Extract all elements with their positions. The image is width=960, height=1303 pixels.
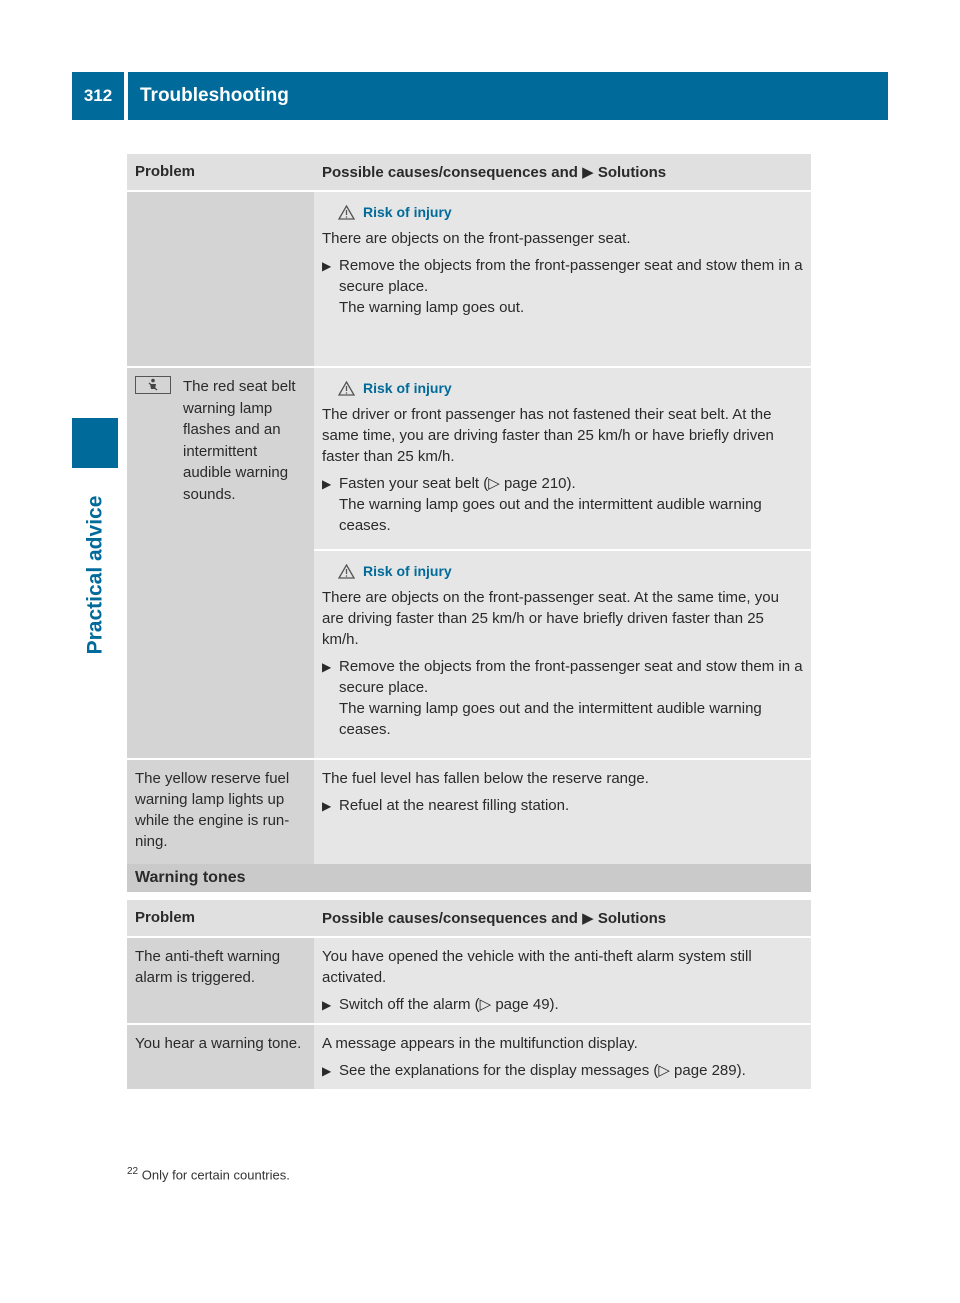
table-row xyxy=(127,760,811,866)
table-row xyxy=(127,938,811,1025)
header-solutions: Possible causes/consequences and ▶ Solutions xyxy=(314,900,811,936)
warning-label: Risk of injury xyxy=(363,204,452,220)
solution-step xyxy=(322,795,803,817)
side-tab-label: Practical advice xyxy=(83,495,106,655)
step-text: Switch off the alarm (▷ page 49). xyxy=(339,996,559,1013)
step-arrow-icon: ▶ xyxy=(322,998,332,1012)
section-heading: Warning tones xyxy=(127,864,811,892)
solution-step xyxy=(322,656,803,740)
solution-cell xyxy=(314,192,811,366)
cause-text: A message appears in the multifunction display. xyxy=(322,1035,638,1052)
problem-text: The anti-theft warning alarm is triggered. xyxy=(135,948,281,986)
table-row xyxy=(127,1025,811,1089)
warning-label: Risk of injury xyxy=(363,563,452,579)
solution-cell xyxy=(314,1025,811,1089)
header-problem: Problem xyxy=(127,900,314,936)
solution-step xyxy=(322,994,803,1016)
cause-text: There are objects on the front-passenger seat. xyxy=(322,230,631,247)
step-arrow-icon: ▶ xyxy=(322,477,332,491)
warning-label: Risk of injury xyxy=(363,380,452,396)
solution-cell xyxy=(314,938,811,1023)
warning-heading xyxy=(338,204,803,220)
step-text: Fasten your seat belt (▷ page 210). xyxy=(339,475,576,492)
solution-cell xyxy=(314,760,811,866)
problem-cell xyxy=(127,192,314,366)
problem-text: You hear a warning tone. xyxy=(135,1035,302,1052)
step-result: The warning lamp goes out and the intermittent audible warning ceases. xyxy=(339,700,762,738)
header-problem: Problem xyxy=(127,154,314,190)
problem-cell xyxy=(127,368,314,758)
side-tab-marker xyxy=(72,418,118,468)
step-text: See the explanations for the display messages (▷ page 289). xyxy=(339,1062,746,1079)
step-arrow-icon: ▶ xyxy=(322,1064,332,1078)
problem-cell xyxy=(127,938,314,1023)
cause-text: There are objects on the front-passenger seat. At the same time, you are driving faster than 25 km/h or have briefly driven faster than 25 km/h. xyxy=(322,589,779,648)
page-title: Troubleshooting xyxy=(128,72,888,120)
step-arrow-icon: ▶ xyxy=(322,660,332,674)
problem-cell xyxy=(127,1025,314,1089)
warning-triangle-icon xyxy=(338,381,355,396)
cause-text: The driver or front passenger has not fastened their seat belt. At the same time, you are driving faster than 25 km/h or have briefly driven faster than 25 km/h. xyxy=(322,406,774,465)
step-result: The warning lamp goes out and the intermittent audible warning ceases. xyxy=(339,496,762,534)
step-arrow-icon: ▶ xyxy=(322,259,332,273)
page-number: 312 xyxy=(72,72,124,120)
table-row xyxy=(127,192,811,368)
cause-text: The fuel level has fallen below the reserve range. xyxy=(322,770,649,787)
step-text: Remove the objects from the front-passenger seat and stow them in a secure place. xyxy=(339,658,803,696)
seat-belt-lamp-icon xyxy=(135,376,171,394)
solution-step xyxy=(322,473,803,536)
table-header-row xyxy=(127,154,811,192)
cause-text: You have opened the vehicle with the anti-theft alarm system still activated. xyxy=(322,948,752,986)
warning-triangle-icon xyxy=(338,205,355,220)
warning-heading xyxy=(338,380,803,396)
footnote-number: 22 xyxy=(127,1166,139,1177)
troubleshooting-table xyxy=(127,154,811,866)
problem-cell xyxy=(127,760,314,866)
solution-cell xyxy=(314,368,811,758)
problem-text: The yellow reserve fuel warning lamp lights up while the engine is run-ning. xyxy=(135,770,290,850)
warning-heading xyxy=(338,563,803,579)
header-solutions: Possible causes/consequences and ▶ Solutions xyxy=(314,154,811,190)
warning-tones-table xyxy=(127,900,811,1089)
table-header-row xyxy=(127,900,811,938)
problem-text: The red seat belt warning lamp flashes and an intermittent audible warning sounds. xyxy=(183,378,296,503)
footnote-text: Only for certain countries. xyxy=(141,1167,290,1183)
solution-segment xyxy=(314,551,811,754)
solution-segment xyxy=(314,368,811,551)
table-row xyxy=(127,368,811,760)
step-text: Remove the objects from the front-passenger seat and stow them in a secure place. xyxy=(339,257,803,295)
solution-step xyxy=(322,255,803,318)
step-result: The warning lamp goes out. xyxy=(339,299,525,316)
footnote xyxy=(127,1166,290,1182)
warning-triangle-icon xyxy=(338,564,355,579)
step-arrow-icon: ▶ xyxy=(322,799,332,813)
solution-step xyxy=(322,1060,803,1082)
side-tab xyxy=(72,480,118,670)
step-text: Refuel at the nearest filling station. xyxy=(339,797,570,814)
